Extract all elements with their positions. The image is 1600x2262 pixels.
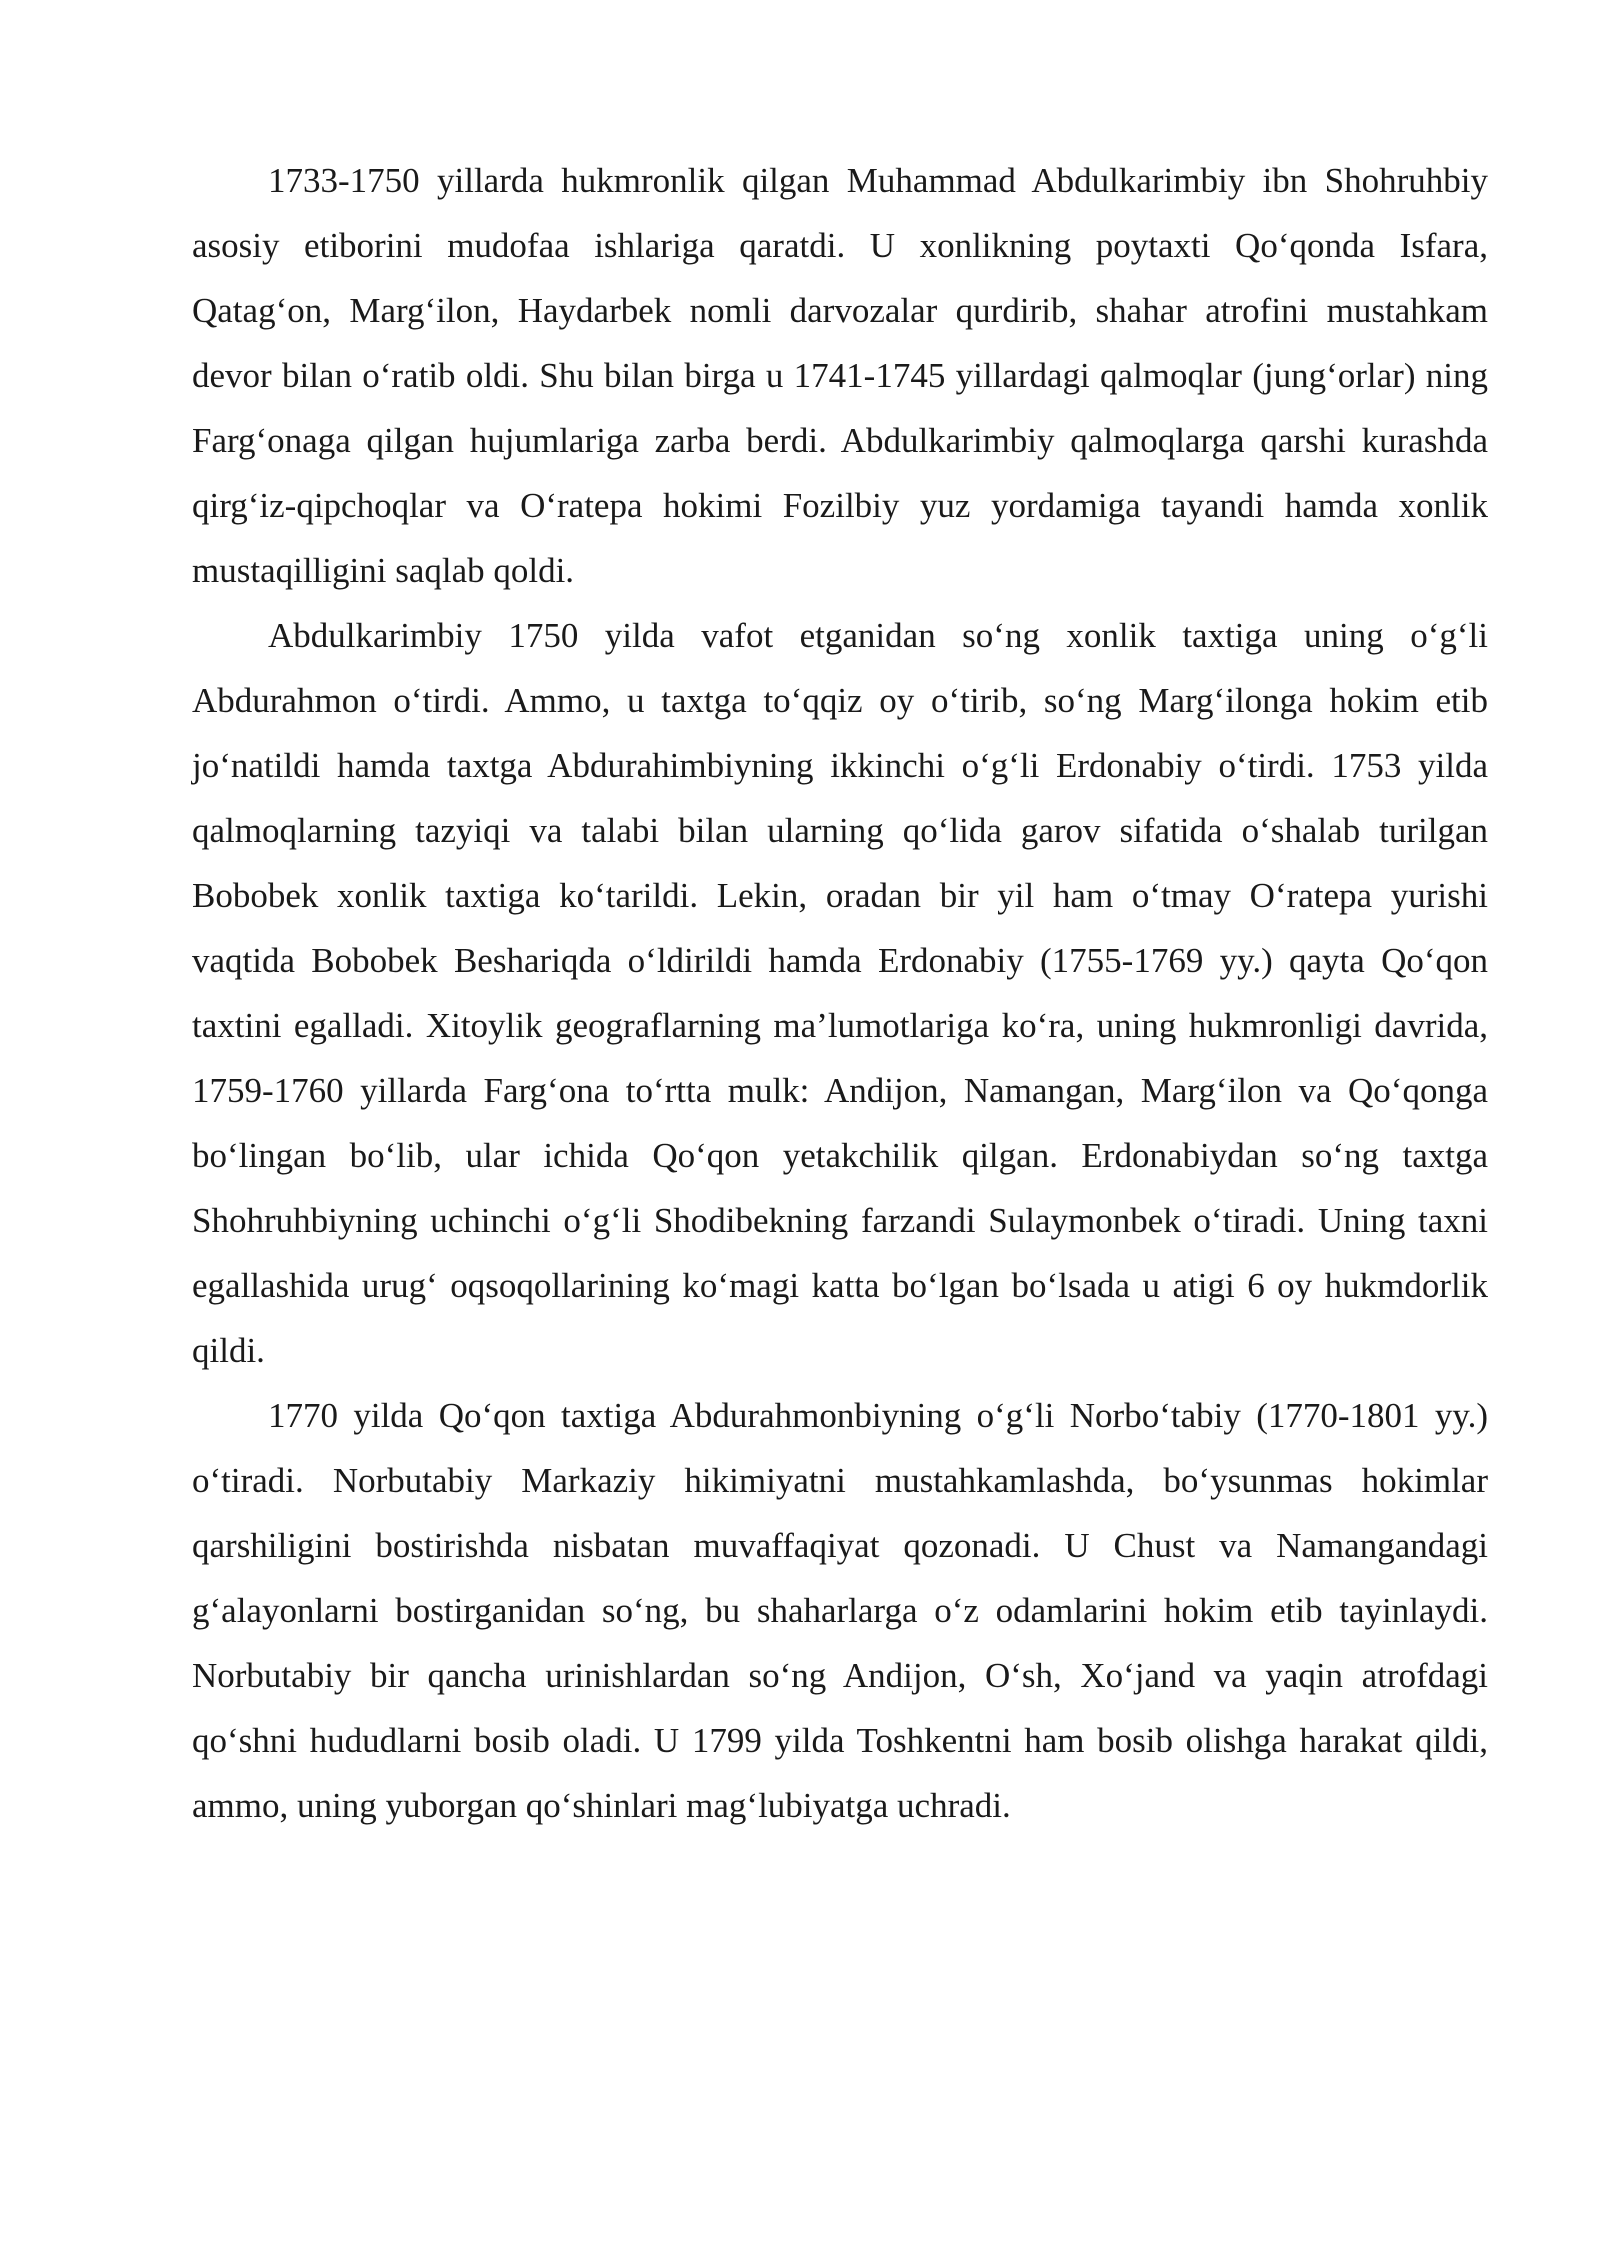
paragraph-3: 1770 yilda Qo‘qon taxtiga Abdurahmonbiyning o‘g‘li Norbo‘tabiy (1770-1801 yy.) o‘tiradi. Norbutabiy Markaziy hikimiyatni mustahkamlashda, bo‘ysunmas hokimlar qarshiligini bostirishda nisbatan muvaffaqiyat qozonadi. U Chust va Namangandagi g‘alayonlarni bostirganidan so‘ng, bu shaharlarga o‘z odamlarini hokim etib tayinlaydi. Norbutabiy bir qancha urinishlardan so‘ng Andijon, O‘sh, Xo‘jand va yaqin atrofdagi qo‘shni hududlarni bosib oladi. U 1799 yilda Toshkentni ham bosib olishga harakat qildi, ammo, uning yuborgan qo‘shinlari mag‘lubiyatga uchradi. [192,1396,1488,1825]
paragraph-1: 1733-1750 yillarda hukmronlik qilgan Muhammad Abdulkarimbiy ibn Shohruhbiy asosiy etiborini mudofaa ishlariga qaratdi. U xonlikning poytaxti Qo‘qonda Isfara, Qatag‘on, Marg‘ilon, Haydarbek nomli darvozalar qurdirib, shahar atrofini mustahkam devor bilan o‘ratib oldi. Shu bilan birga u 1741-1745 yillardagi qalmoqlar (jung‘orlar) ning Farg‘onaga qilgan hujumlariga zarba berdi. Abdulkarimbiy qalmoqlarga qarshi kurashda qirg‘iz-qipchoqlar va O‘ratepa hokimi Fozilbiy yuz yordamiga tayandi hamda xonlik mustaqilligini saqlab qoldi. [192,161,1488,590]
paragraph-2: Abdulkarimbiy 1750 yilda vafot etganidan so‘ng xonlik taxtiga uning o‘g‘li Abdurahmon o‘tirdi. Ammo, u taxtga to‘qqiz oy o‘tirib, so‘ng Marg‘ilonga hokim etib jo‘natildi hamda taxtga Abdurahimbiyning ikkinchi o‘g‘li Erdonabiy o‘tirdi. 1753 yilda qalmoqlarning tazyiqi va talabi bilan ularning qo‘lida garov sifatida o‘shalab turilgan Bobobek xonlik taxtiga ko‘tarildi. Lekin, oradan bir yil ham o‘tmay O‘ratepa yurishi vaqtida Bobobek Beshariqda o‘ldirildi hamda Erdonabiy (1755-1769 yy.) qayta Qo‘qon taxtini egalladi. Xitoylik geograflarning ma’lumotlariga ko‘ra, uning hukmronligi davrida, 1759-1760 yillarda Farg‘ona to‘rtta mulk: Andijon, Namangan, Marg‘ilon va Qo‘qonga bo‘lingan bo‘lib, ular ichida Qo‘qon yetakchilik qilgan. Erdonabiydan so‘ng taxtga Shohruhbiyning uchinchi o‘g‘li Shodibekning farzandi Sulaymonbek o‘tiradi. Uning taxni egallashida urug‘ oqsoqollarining ko‘magi katta bo‘lgan bo‘lsada u atigi 6 oy hukmdorlik qildi. [192,616,1488,1370]
document-body [192,148,1488,1838]
